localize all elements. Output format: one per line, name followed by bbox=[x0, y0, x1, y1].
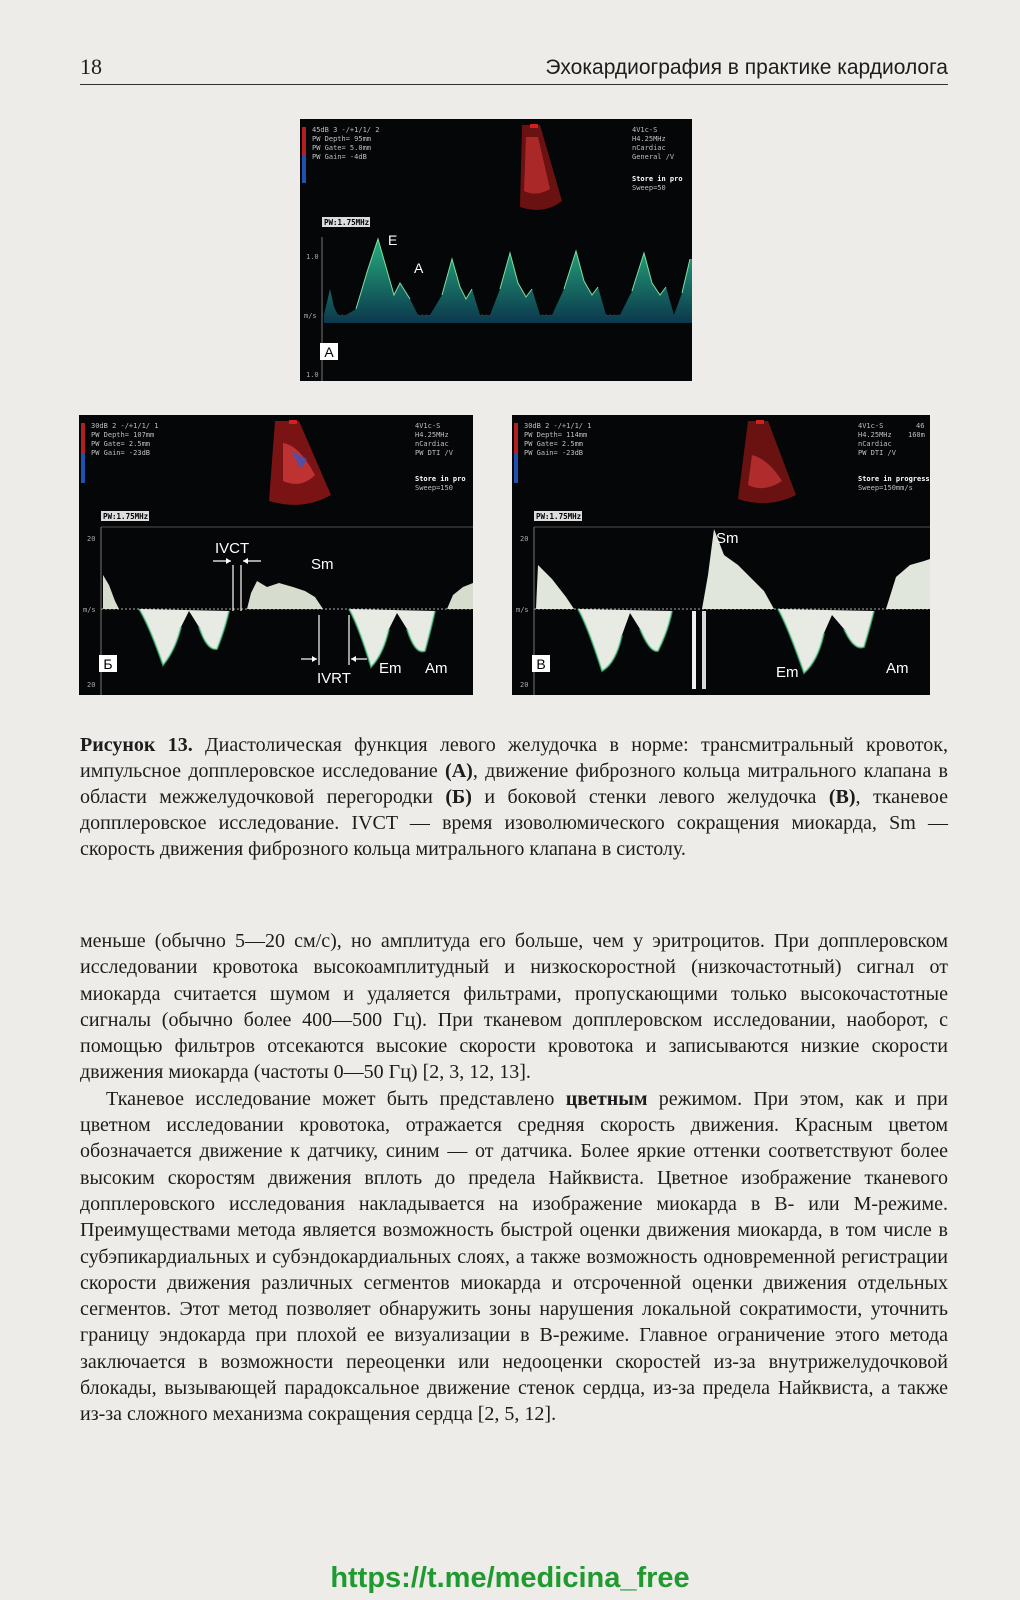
scale-unit: m/s bbox=[516, 606, 529, 614]
settings-line: PW Gain= -23dB bbox=[91, 449, 151, 457]
peak-label-e: E bbox=[388, 232, 398, 248]
probe-line: PW DTI /V bbox=[858, 449, 896, 457]
ivrt-arrow bbox=[312, 656, 317, 662]
panel-letter: В bbox=[536, 656, 546, 672]
color-bar bbox=[514, 453, 518, 483]
freq-label: PW:1.75MHz bbox=[103, 512, 149, 521]
freq-label: PW:1.75MHz bbox=[536, 512, 582, 521]
transmitral-waveform bbox=[324, 239, 692, 323]
sm-label: Sm bbox=[311, 556, 334, 573]
settings-line: 45dB 3 -/+1/1/ 2 bbox=[312, 126, 380, 134]
color-bar bbox=[81, 423, 85, 453]
probe-line: 4V1c-S bbox=[632, 126, 658, 134]
store-label: Store in pro bbox=[632, 175, 683, 183]
scale-top: 1.0 bbox=[306, 253, 319, 261]
caption-text: , движение фиброзного кольца митрального клапана в области межжелудочковой перегородки bbox=[80, 760, 948, 808]
settings-line: 30dB 2 -/+1/1/ 1 bbox=[524, 422, 592, 430]
caption-ref-b: (Б) bbox=[445, 786, 472, 808]
doppler-panel-a bbox=[300, 119, 692, 381]
systolic-wave bbox=[103, 575, 473, 609]
em-label: Em bbox=[776, 664, 799, 681]
am-label: Am bbox=[886, 660, 909, 677]
probe-line: nCardiac bbox=[415, 440, 449, 448]
scale-bottom: 1.0 bbox=[306, 371, 319, 379]
settings-line: PW Gain= -23dB bbox=[524, 449, 584, 457]
ivct-arrow bbox=[243, 558, 248, 564]
settings-line: PW Depth= 107mm bbox=[91, 431, 155, 439]
sector-image bbox=[738, 421, 796, 503]
probe-line: H4.25MHz bbox=[632, 135, 666, 143]
ivct-arrow bbox=[226, 558, 231, 564]
probe-line: 4V1c-S bbox=[415, 422, 441, 430]
caption-text: и боковой стенки левого желудочка bbox=[471, 786, 829, 808]
settings-line: PW Gain= -4dB bbox=[312, 153, 367, 161]
store-label: Store in progress bbox=[858, 475, 930, 483]
footer-link[interactable]: https://t.me/medicina_free bbox=[330, 1562, 690, 1594]
page-number: 18 bbox=[80, 54, 102, 79]
scale-top: 20 bbox=[87, 535, 96, 543]
figure-caption bbox=[80, 732, 948, 862]
marker-icon bbox=[756, 420, 764, 424]
sweep-label: Sweep=50 bbox=[632, 184, 666, 192]
ivrt-arrow bbox=[351, 656, 356, 662]
probe-line: nCardiac bbox=[858, 440, 892, 448]
scale-unit: m/s bbox=[304, 312, 317, 320]
paragraph bbox=[80, 1086, 948, 1428]
sweep-label: Sweep=150mm/s bbox=[858, 484, 913, 492]
peak-label-a: A bbox=[414, 260, 424, 276]
settings-line: PW Gate= 2.5mm bbox=[91, 440, 151, 448]
artifact-spike bbox=[702, 611, 706, 689]
artifact-spike bbox=[692, 611, 696, 689]
running-title: Эхокардиография в практике кардиолога bbox=[545, 56, 948, 79]
scale-top: 20 bbox=[520, 535, 529, 543]
settings-line: 30dB 2 -/+1/1/ 1 bbox=[91, 422, 159, 430]
probe-line: PW DTI /V bbox=[415, 449, 453, 457]
paragraph: меньше (обычно 5—20 см/с), но амплитуда его больше, чем у эритроцитов. При допплеровском исследовании кровотока высокоамплитудный и низкоскоростной (низкочастотный) сигнал от миокарда считается шумом и удаляется фильтрами, пропускающими только высокочастотные сигналы (обычно более 400—500 Гц). При тканевом допплеровском исследовании, наоборот, с помощью фильтров отсекаются высокие скорости кровотока и записываются низкие скорости движения миокарда (частоты 0—50 Гц) [2, 3, 12, 13]. bbox=[80, 930, 948, 1084]
diastolic-wave bbox=[578, 609, 874, 673]
marker-icon bbox=[530, 124, 538, 128]
marker-icon bbox=[289, 420, 297, 424]
em-label: Em bbox=[379, 660, 402, 677]
probe-line: General /V bbox=[632, 153, 675, 161]
ivrt-label: IVRT bbox=[317, 670, 351, 687]
store-label: Store in pro bbox=[415, 475, 466, 483]
emphasis: цветным bbox=[565, 1087, 648, 1110]
probe-line: 4V1c-S bbox=[858, 422, 884, 430]
scale-unit: m/s bbox=[83, 606, 96, 614]
sweep-label: Sweep=150 bbox=[415, 484, 453, 492]
scale-bottom: 20 bbox=[87, 681, 96, 689]
probe-line: H4.25MHz bbox=[415, 431, 449, 439]
caption-ref-c: (В) bbox=[828, 786, 856, 808]
page-header bbox=[80, 54, 948, 85]
probe-extra: 160m bbox=[908, 431, 925, 439]
caption-label: Рисунок 13. bbox=[80, 734, 193, 756]
settings-line: PW Depth= 114mm bbox=[524, 431, 588, 439]
settings-line: PW Gate= 5.0mm bbox=[312, 144, 372, 152]
ivct-label: IVCT bbox=[215, 540, 250, 557]
body-text bbox=[80, 928, 948, 1428]
caption-text: Диастолическая функция левого желудочка в норме: трансмитральный кровоток, импульсное допплеровское исследование bbox=[80, 734, 949, 782]
am-label: Am bbox=[425, 660, 448, 677]
panel-letter: A bbox=[324, 344, 334, 360]
caption-text: , тканевое допплеровское исследование. IVCT — время изоволюмического сокращения миокарда, Sm — скорость движения фиброзного кольца митрального клапана в систолу. bbox=[80, 786, 948, 860]
paragraph-text: Тканевое исследование может быть представлено bbox=[106, 1087, 566, 1110]
settings-line: PW Gate= 2.5mm bbox=[524, 440, 584, 448]
settings-line: PW Depth= 95mm bbox=[312, 135, 372, 143]
sm-label: Sm bbox=[716, 530, 739, 547]
scale-bottom: 20 bbox=[520, 681, 529, 689]
diastolic-wave bbox=[139, 609, 435, 667]
paragraph-text: режимом. При этом, как и при цветном исследовании кровотока, отражается средняя скорость движения. Красным цветом обозначается движение к датчику, синим — от датчика. Более яркие оттенки соответствуют более высоким скоростям движения вплоть до предела Найквиста. Цветное изображение тканевого допплеровского исследования накладывается на изображение миокарда в В- или М-режиме. Преимуществами метода является возможность быстрой оценки движения миокарда, в том числе в субэпикардиальных и субэндокардиальных слоях, а также возможность одновременной регистрации скорости движения различных сегментов миокарда и отсроченной оценки движения отдельных сегментов. Этот метод позволяет обнаружить зоны нарушения локальной сократимости, уточнить границу эндокарда при плохой ее визуализации в В-режиме. Главное ограничение этого метода заключается в возможности переоценки или недооценки скоростей из-за внутрижелудочковой блокады, вызывающей парадоксальное движение стенок сердца, из-за предела Найквиста, а также из-за сложного механизма сокращения сердца [2, 5, 12]. bbox=[80, 1087, 948, 1426]
doppler-panel-b bbox=[79, 415, 473, 695]
freq-label: PW:1.75MHz bbox=[324, 218, 370, 227]
panel-letter: Б bbox=[103, 656, 113, 672]
probe-extra: 46 bbox=[916, 422, 925, 430]
probe-line: nCardiac bbox=[632, 144, 666, 152]
color-bar bbox=[302, 155, 306, 183]
color-bar bbox=[302, 127, 306, 155]
caption-ref-a: (А) bbox=[445, 760, 473, 782]
color-bar bbox=[81, 453, 85, 483]
doppler-panel-c bbox=[512, 415, 930, 695]
color-bar bbox=[514, 423, 518, 453]
probe-line: H4.25MHz bbox=[858, 431, 892, 439]
